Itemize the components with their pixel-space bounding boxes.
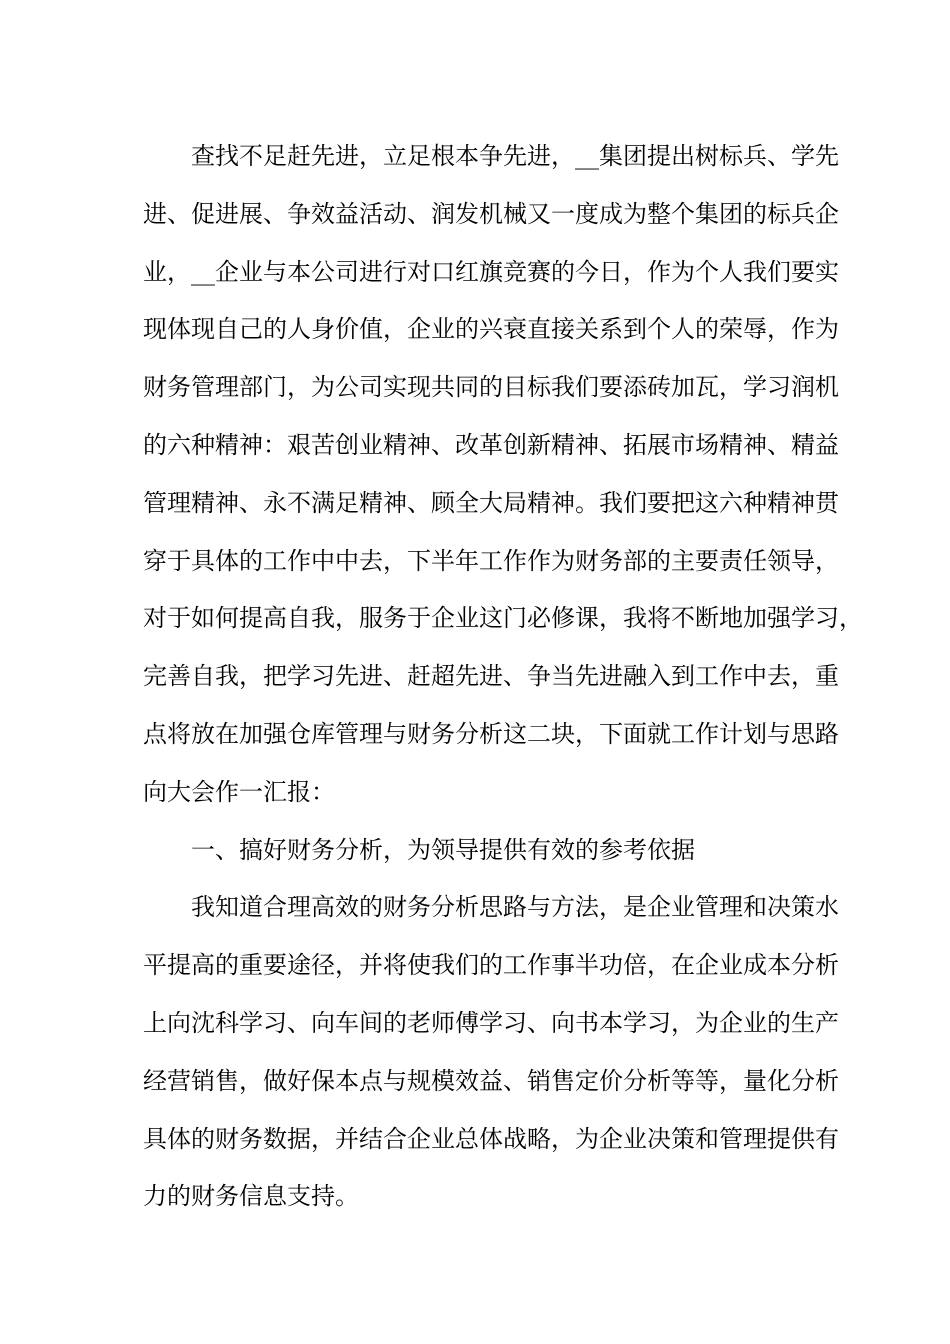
paragraph-intro [143, 128, 863, 822]
text-line: 业，__企业与本公司进行对口红旗竞赛的今日，作为个人我们要实 [143, 257, 839, 286]
text-line: 财务管理部门，为公司实现共同的目标我们要添砖加瓦，学习润机 [143, 373, 839, 402]
section-heading [143, 822, 807, 880]
paragraph-financial-analysis [143, 879, 839, 1226]
text-line: 力的财务信息支持。 [143, 1182, 359, 1211]
text-line: 查找不足赶先进，立足根本争先进，__集团提出树标兵、学先 [191, 142, 839, 170]
text-line: 具体的财务数据，并结合企业总体战略，为企业决策和管理提供有 [143, 1124, 839, 1153]
text-line: 穿于具体的工作中中去，下半年工作作为财务部的主要责任领导， [143, 546, 839, 575]
document-body [143, 128, 863, 1226]
text-line: 进、促进展、争效益活动、润发机械又一度成为整个集团的标兵企 [143, 199, 839, 228]
text-line: 平提高的重要途径，并将使我们的工作事半功倍，在企业成本分析 [143, 951, 839, 980]
text-line: 的六种精神：艰苦创业精神、改革创新精神、拓展市场精神、精益 [143, 430, 839, 459]
text-line: 经营销售，做好保本点与规模效益、销售定价分析等等，量化分析 [143, 1066, 839, 1095]
heading-line: 一、搞好财务分析，为领导提供有效的参考依据 [191, 835, 695, 864]
text-line: 点将放在加强仓库管理与财务分析这二块，下面就工作计划与思路 [143, 719, 839, 748]
text-line: 对于如何提高自我，服务于企业这门必修课，我将不断地加强学习， [143, 604, 863, 633]
text-line: 管理精神、永不满足精神、顾全大局精神。我们要把这六种精神贯 [143, 488, 839, 517]
text-line: 上向沈科学习、向车间的老师傅学习、向书本学习，为企业的生产 [143, 1008, 839, 1037]
text-line: 我知道合理高效的财务分析思路与方法，是企业管理和决策水 [191, 893, 839, 922]
text-line: 现体现自己的人身价值，企业的兴衰直接关系到个人的荣辱，作为 [143, 315, 839, 344]
text-line: 完善自我，把学习先进、赶超先进、争当先进融入到工作中去，重 [143, 662, 839, 691]
text-line: 向大会作一汇报： [143, 777, 335, 806]
